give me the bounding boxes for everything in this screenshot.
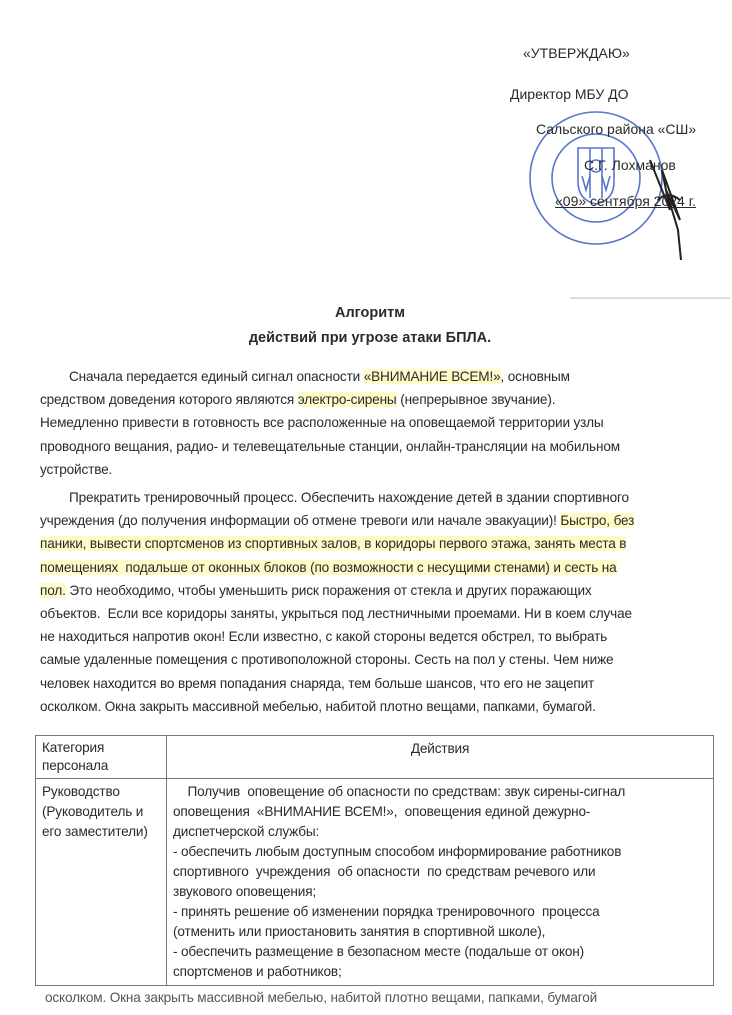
header-category: Категория персонала <box>36 736 167 779</box>
highlighted-text: электро-сирены <box>297 392 397 408</box>
text-segment: человек находится во время попадания снаряда, тем больше шансов, что его не зацепит <box>40 675 595 691</box>
paragraph2-line <box>40 652 613 667</box>
paragraph2-line <box>40 490 629 505</box>
paragraph2-line <box>40 699 596 714</box>
action-line: - принять решение об изменении порядка тренировочного процесса <box>173 904 600 919</box>
action-line: звукового оповещения; <box>173 884 317 899</box>
text-segment: объектов. Если все коридоры заняты, укрыться под лестничными проемами. Ни в коем случае <box>40 606 632 621</box>
paragraph2-line <box>40 583 592 598</box>
text-segment: Прекратить тренировочный процесс. Обеспечить нахождение детей в здании спортивного <box>40 490 629 505</box>
document-title: Алгоритм <box>335 305 405 321</box>
scan-artifact <box>570 297 730 299</box>
paragraph2-line <box>40 629 607 644</box>
action-line: Получив оповещение об опасности по средствам: звук сирены-сигнал <box>173 784 626 799</box>
paragraph2-line <box>40 676 594 691</box>
highlighted-text: «ВНИМАНИЕ ВСЕМ!» <box>363 369 501 384</box>
paragraph2-line <box>40 536 626 551</box>
highlighted-text: Быстро, без <box>560 513 635 529</box>
action-line: - обеспечить размещение в безопасном месте (подальше от окон) <box>173 944 585 959</box>
approval-director-name: С.Г. Лохманов <box>584 157 676 173</box>
text-segment: осколком. Окна закрыть массивной мебелью, набитой плотно вещами, папками, бумагой. <box>40 698 596 714</box>
table-row <box>36 779 714 986</box>
paragraph2-line <box>40 513 634 528</box>
paragraph2-line <box>40 606 632 621</box>
paragraph1-line <box>40 462 112 477</box>
row-actions <box>167 779 714 986</box>
action-line: спортивного учреждения об опасности по средствам речевого или <box>173 864 596 879</box>
text-segment: Это необходимо, чтобы уменьшить риск поражения от стекла и других поражающих <box>65 582 592 598</box>
paragraph1-line <box>40 392 555 407</box>
signature <box>640 140 700 260</box>
paragraph1-line <box>40 415 604 430</box>
table-header-row <box>36 736 714 779</box>
text-segment: , основным <box>500 369 570 384</box>
action-line: спортсменов и работников; <box>173 964 342 979</box>
text-segment: средством доведения которого являются <box>40 392 298 408</box>
highlighted-text: помещениях подальше от оконных блоков (по возможности с несущими стенами) и сесть на <box>40 559 617 575</box>
document-subtitle: действий при угрозе атаки БПЛА. <box>248 330 492 346</box>
actions-table <box>35 735 714 986</box>
approval-position: Директор МБУ ДО <box>510 86 629 102</box>
text-segment: не находиться напротив окон! Если известно, с какой стороны ведется обстрел, то выбрать <box>40 629 608 645</box>
paragraph1-line <box>40 439 620 454</box>
text-segment: устройстве. <box>40 461 113 477</box>
row-category: Руководство (Руководитель и его заместители) <box>36 779 167 986</box>
paragraph2-line <box>40 560 617 575</box>
text-segment: Немедленно привести в готовность все расположенные на оповещаемой территории узлы <box>40 415 604 431</box>
approval-organization: Сальского района «СШ» <box>536 121 697 137</box>
approval-date: «09» сентября 2024 г. <box>555 193 696 209</box>
text-segment: Сначала передается единый сигнал опасности <box>40 369 364 384</box>
action-line: диспетчерской службы: <box>173 824 320 839</box>
paragraph1-line <box>40 369 570 384</box>
highlighted-text: паники, вывести спортсменов из спортивных залов, в коридоры первого этажа, занять места в <box>40 536 627 552</box>
highlighted-text: пол. <box>40 582 66 598</box>
overprint-ghost-text: осколком. Окна закрыть массивной мебелью, набитой плотно вещами, папками, бумагой <box>45 990 598 1005</box>
text-segment: (непрерывное звучание). <box>396 392 556 408</box>
approval-heading: «УТВЕРЖДАЮ» <box>523 45 630 61</box>
text-segment: проводного вещания, радио- и телевещательные станции, онлайн-трансляции на мобильном <box>40 438 620 454</box>
header-actions: Действия <box>167 736 714 779</box>
action-line: оповещения «ВНИМАНИЕ ВСЕМ!», оповещения единой дежурно- <box>173 804 591 819</box>
text-segment: учреждения (до получения информации об отмене тревоги или начале эвакуации)! <box>40 513 561 529</box>
text-segment: самые удаленные помещения с противоположной стороны. Сесть на пол у стены. Чем ниже <box>40 652 614 668</box>
action-line: - обеспечить любым доступным способом информирование работников <box>173 844 622 859</box>
action-line: (отменить или приостановить занятия в спортивной школе), <box>173 924 546 939</box>
